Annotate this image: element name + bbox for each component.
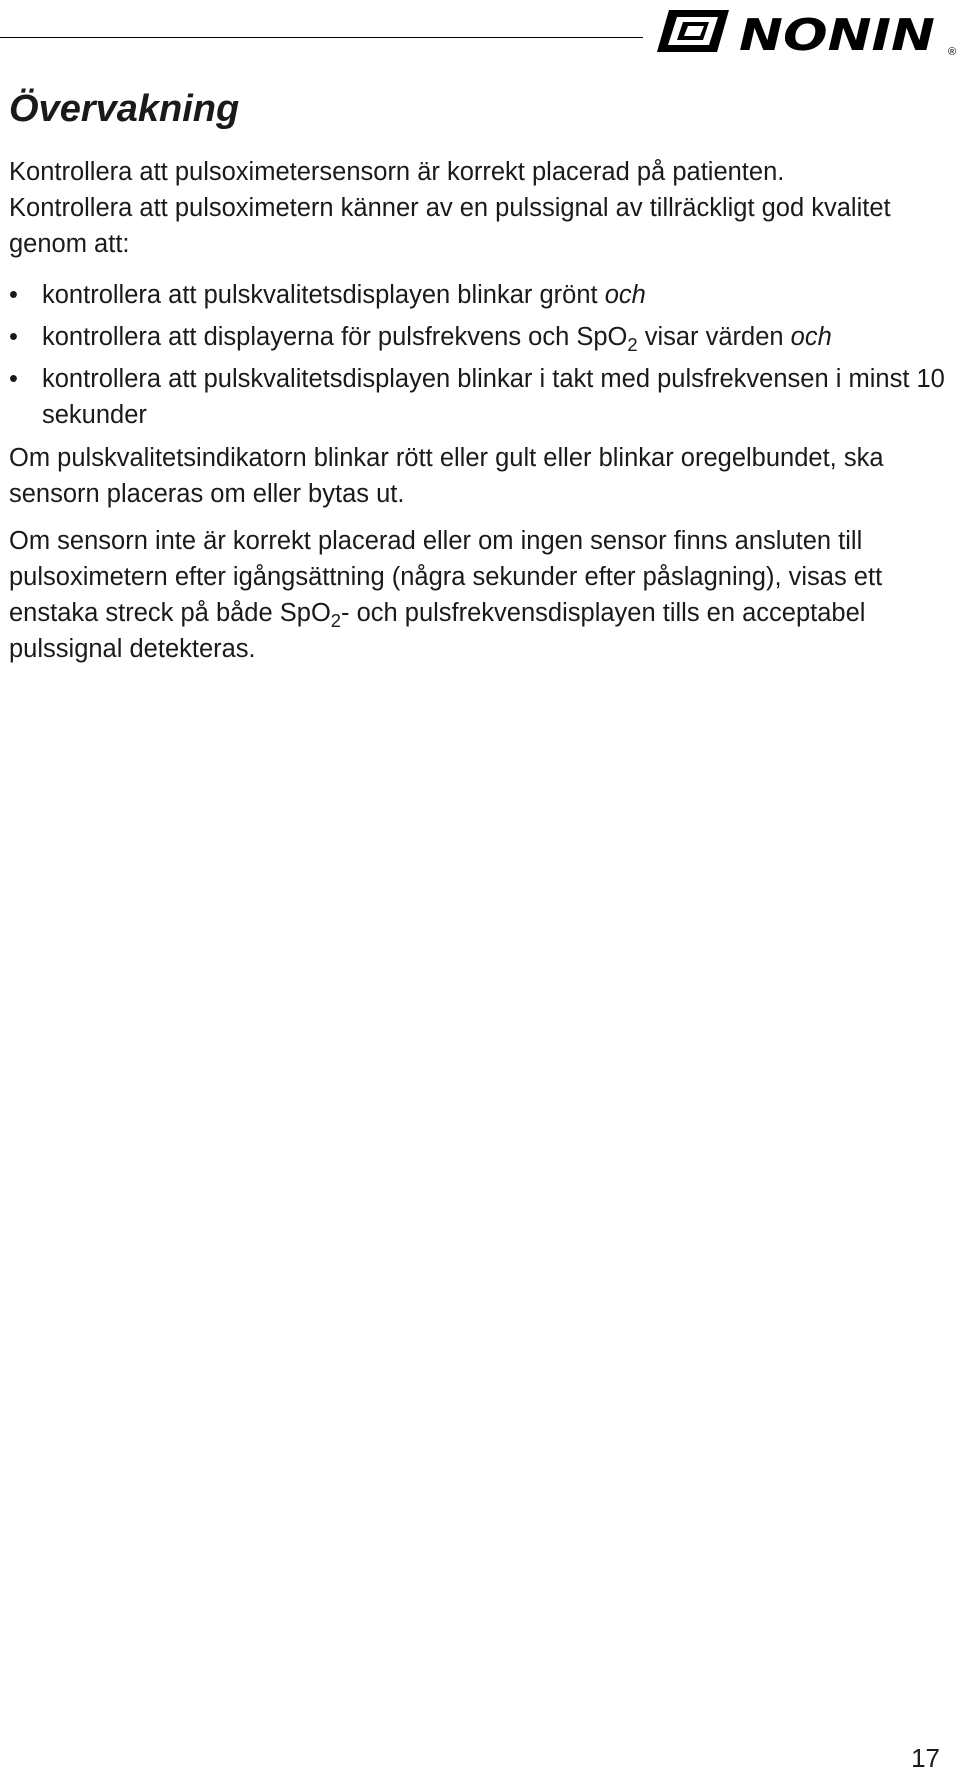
page-number: 17 bbox=[911, 1743, 940, 1773]
intro-line-1: Kontrollera att pulsoximetersensorn är korrekt placerad på patienten. bbox=[9, 158, 785, 186]
list-item bbox=[9, 277, 954, 313]
check-item-2-text-a: kontrollera att displayerna för pulsfrekvens och SpO bbox=[42, 323, 628, 351]
nonin-wordmark: NONIN bbox=[739, 10, 935, 56]
intro-paragraph bbox=[9, 154, 954, 262]
check-item-2-emphasis: och bbox=[790, 323, 832, 351]
list-item bbox=[9, 361, 954, 433]
check-item-2-text-b: visar värden bbox=[637, 323, 791, 351]
nonin-emblem-icon bbox=[657, 10, 729, 52]
check-list bbox=[9, 277, 954, 433]
registered-mark: ® bbox=[948, 46, 957, 56]
nonin-logo-graphic bbox=[655, 4, 960, 56]
page-title: Övervakning bbox=[9, 88, 240, 130]
check-item-1-emphasis: och bbox=[604, 281, 646, 309]
sensor-placement-paragraph bbox=[9, 523, 954, 667]
sensor-paragraph-text-b: - och pulsfrekvensdisplayen tills en acceptabel pulssignal detekteras. bbox=[9, 599, 866, 663]
bullet: • bbox=[9, 281, 18, 309]
bullet: • bbox=[9, 323, 18, 351]
intro-line-2: Kontrollera att pulsoximetern känner av en pulssignal av tillräckligt god kvalitet genom att: bbox=[9, 194, 891, 258]
check-item-1-text: kontrollera att pulskvalitetsdisplayen blinkar grönt bbox=[42, 281, 605, 309]
quality-indicator-paragraph: Om pulskvalitetsindikatorn blinkar rött eller gult eller blinkar oregelbundet, ska sensorn placeras om eller bytas ut. bbox=[9, 444, 884, 508]
spo2-subscript: 2 bbox=[627, 333, 638, 355]
spo2-subscript: 2 bbox=[330, 609, 341, 631]
list-item bbox=[9, 319, 954, 355]
header-rule bbox=[0, 37, 643, 38]
sensor-paragraph-text-a: Om sensorn inte är korrekt placerad eller om ingen sensor finns ansluten till pulsoximetern efter igångsättning (några sekunder efter påslagning), visas ett enstaka streck på både SpO bbox=[9, 527, 883, 627]
content-body bbox=[9, 154, 954, 678]
check-item-3-text: kontrollera att pulskvalitetsdisplayen blinkar i takt med pulsfrekvensen i minst 10 sekunder bbox=[42, 365, 945, 429]
bullet: • bbox=[9, 365, 18, 393]
nonin-logo bbox=[655, 4, 960, 56]
